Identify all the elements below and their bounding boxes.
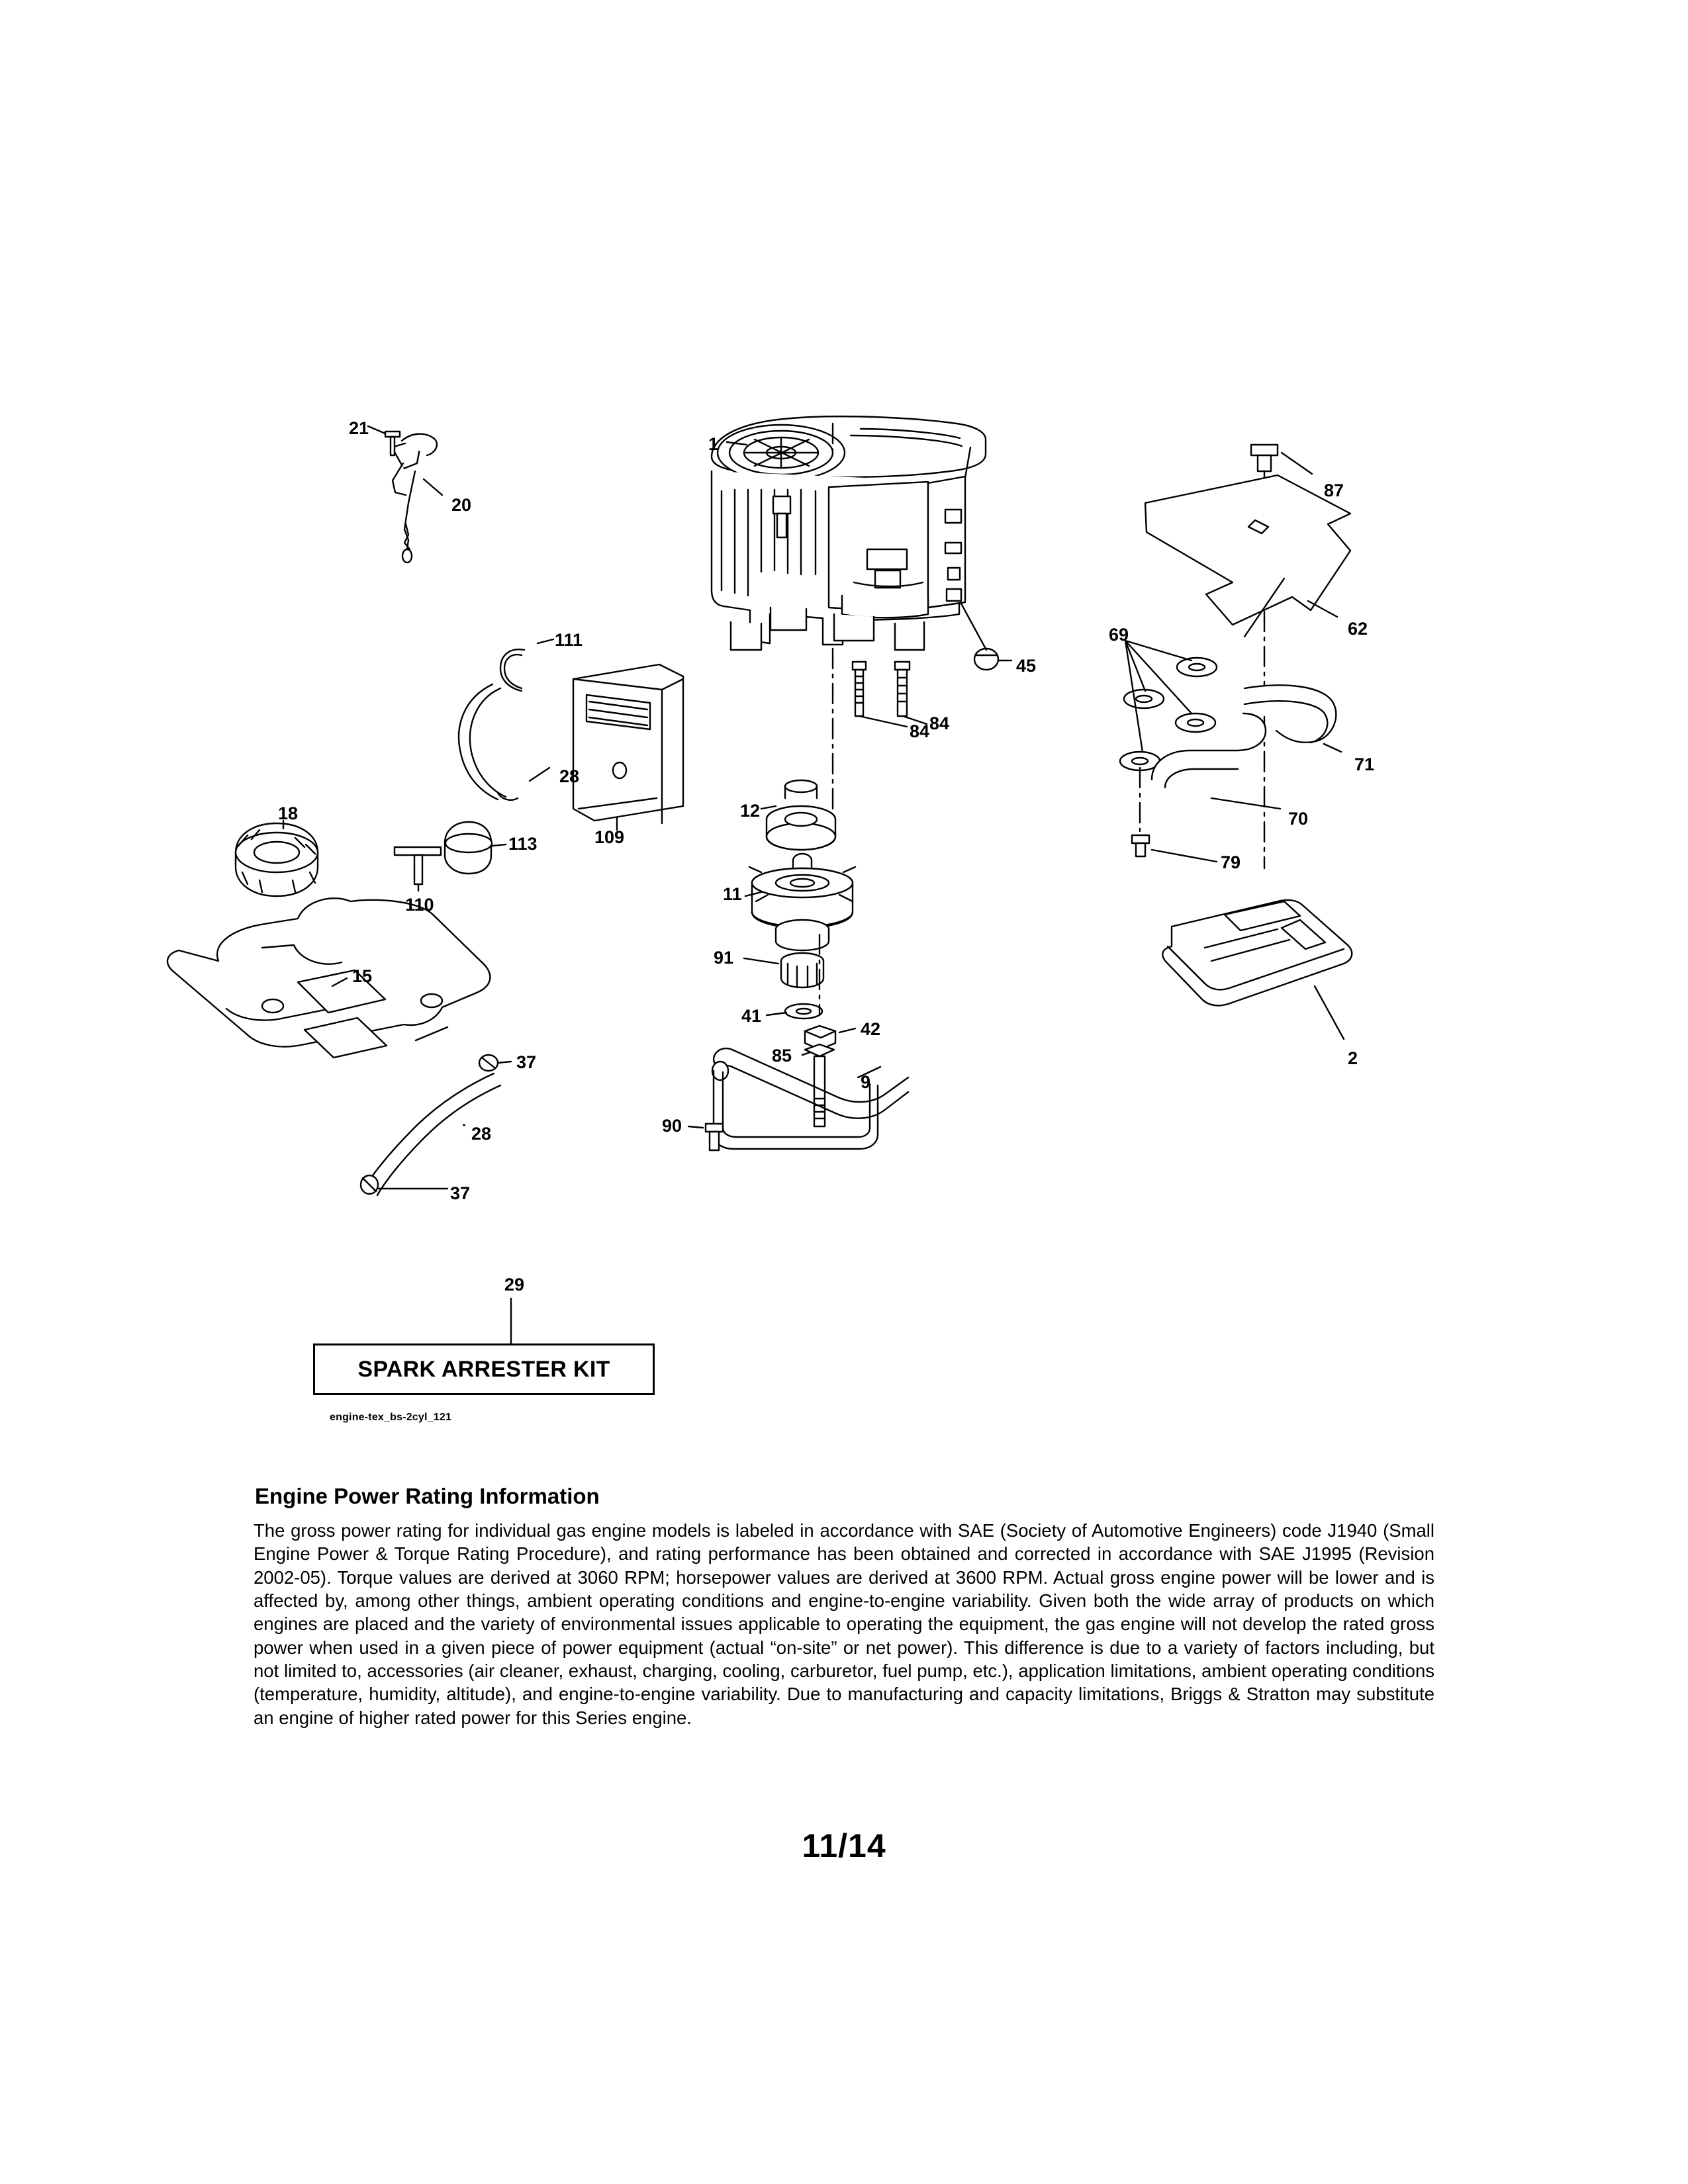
callout-91: 91: [714, 948, 734, 968]
callout-41: 41: [741, 1006, 762, 1026]
callout-28-upper: 28: [559, 766, 580, 786]
callout-12: 12: [740, 801, 761, 821]
part-69-washers: [1120, 658, 1217, 770]
part-84-bolts: [853, 662, 910, 716]
part-87-bolt: [1251, 445, 1278, 471]
callout-15: 15: [352, 966, 373, 986]
callout-84-a: 84: [910, 721, 930, 741]
callout-85: 85: [772, 1046, 792, 1066]
part-37-clamp-upper: [479, 1055, 498, 1071]
spark-arrester-kit-box: [313, 1343, 655, 1395]
callout-28-lower: 28: [471, 1124, 492, 1144]
callout-18: 18: [278, 803, 299, 823]
part-62-heat-shield: [1145, 475, 1350, 637]
figure-code: engine-tex_bs-2cyl_121: [330, 1412, 452, 1423]
callout-37-upper: 37: [516, 1052, 537, 1072]
part-113-grommet: [445, 822, 492, 874]
part-18-fuel-cap: [236, 823, 318, 896]
callout-11: 11: [723, 884, 742, 904]
callout-62: 62: [1348, 619, 1368, 639]
part-28-hose: [459, 684, 518, 800]
part-11-clutch: [749, 854, 855, 950]
callout-79: 79: [1221, 852, 1241, 872]
part-85-bolt: [805, 1044, 834, 1126]
part-110-vent-tube: [395, 847, 441, 884]
callout-1: 1: [708, 434, 719, 454]
part-1-engine: [712, 416, 986, 814]
callout-70: 70: [1288, 809, 1309, 829]
callout-87: 87: [1324, 480, 1344, 500]
callout-37-lower: 37: [450, 1183, 471, 1203]
callout-109: 109: [594, 827, 625, 847]
callout-42: 42: [861, 1019, 881, 1039]
callout-71: 71: [1354, 754, 1375, 774]
callout-69: 69: [1109, 625, 1129, 645]
part-79-screw: [1132, 835, 1149, 856]
callout-21: 21: [349, 418, 369, 438]
part-2-muffler: [1162, 900, 1352, 1005]
callout-2: 2: [1348, 1048, 1358, 1068]
callout-84-b: 84: [929, 713, 950, 733]
part-45-plug: [974, 649, 998, 670]
part-91-spacer: [781, 953, 823, 987]
part-9-bracket: [712, 1048, 908, 1149]
callout-9: 9: [861, 1072, 871, 1092]
callout-113: 113: [508, 834, 538, 854]
part-37-clamp-lower: [361, 1175, 378, 1194]
part-109-battery-box: [573, 664, 683, 823]
callout-90: 90: [662, 1116, 682, 1136]
body-text: The gross power rating for individual gas engine models is labeled in accordance with SAE (Society of Automotive Engineers) code J1940 (Small Engine Power & Torque Rating Procedure), and rating performance has been obtained and corrected in accordance with SAE J1995 (Revision 2002-05). Torque values are derived at 3060 RPM; horsepower values are derived at 3600 RPM. Actual gross engine power will be lower and is affected by, among other things, ambient operating conditions and engine-to-engine variability. Given both the wide array of products on which engines are placed and the variety of environmental issues applicable to operating the equipment, the gas engine will not develop the rated gross power when used in a given piece of power equipment (actual “on-site” or net power). This difference is due to a variety of factors including, but not limited to, accessories (air cleaner, exhaust, charging, cooling, carburetor, fuel pump, etc.), application limitations, ambient operating conditions (temperature, humidity, altitude), and engine-to-engine variability. Due to manufacturing and capacity limitations, Briggs & Stratton may substitute an engine of higher rated power for this Series engine.: [254, 1520, 1434, 1728]
callout-111: 111: [555, 630, 583, 650]
callout-45: 45: [1016, 656, 1037, 676]
part-12-pulley: [767, 780, 835, 850]
part-15-fuel-tank: [167, 895, 490, 1058]
spark-arrester-kit-label: SPARK ARRESTER KIT: [357, 1356, 610, 1382]
part-41-washer: [785, 1004, 822, 1019]
callout-20: 20: [451, 495, 472, 515]
callout-110: 110: [405, 895, 434, 915]
part-20-throttle-bracket: [385, 432, 437, 563]
callout-29: 29: [504, 1275, 525, 1295]
part-111-hose: [500, 649, 524, 691]
section-title: Engine Power Rating Information: [255, 1484, 600, 1508]
page-number: 11/14: [802, 1827, 886, 1864]
